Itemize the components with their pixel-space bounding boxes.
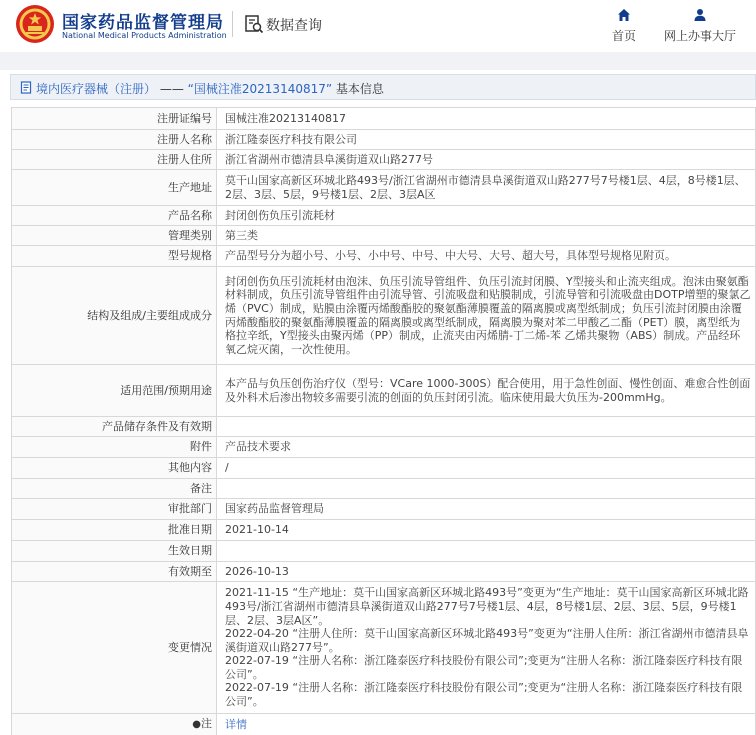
row-approval-date xyxy=(12,520,756,541)
record-title-dash: —— xyxy=(159,82,184,96)
value-model-spec: 产品型号分为超小号、小号、小中号、中号、中大号、大号、超大号，具体型号规格见附页。 xyxy=(217,246,756,267)
label-product-name: 产品名称 xyxy=(12,206,217,226)
site-logo-subtitle: National Medical Products Administration xyxy=(62,31,227,40)
nav-home-label: 首页 xyxy=(611,29,636,43)
label-note xyxy=(12,714,217,735)
label-reg-no: 注册证编号 xyxy=(12,108,217,130)
value-remark xyxy=(217,479,756,499)
label-effective-date: 生效日期 xyxy=(12,541,217,562)
label-approval-dept: 审批部门 xyxy=(12,499,217,520)
home-icon xyxy=(617,8,631,22)
data-query-title: 数据查询 xyxy=(266,18,322,34)
site-header xyxy=(0,0,756,52)
label-remark: 备注 xyxy=(12,479,217,499)
nmpa-emblem-icon xyxy=(15,4,55,44)
value-valid-until: 2026-10-13 xyxy=(217,562,756,582)
label-production-address: 生产地址 xyxy=(12,170,217,206)
row-changes xyxy=(12,582,756,714)
nav-service-hall-label: 网上办事大厅 xyxy=(663,29,736,43)
label-changes: 变更情况 xyxy=(12,582,217,714)
change-entry: 2022-04-20 “注册人住所：莫干山国家高新区环城北路493号”变更为“注册人住所：浙江省湖州市德清县阜溪街道双山路277号”。 xyxy=(225,627,749,654)
change-entry: 2022-07-19 “注册人名称：浙江隆泰医疗科技股份有限公司”;变更为“注册人名称：浙江隆泰医疗科技有限公司”。 xyxy=(225,654,743,681)
row-attachment xyxy=(12,437,756,458)
record-title-bar xyxy=(10,74,756,100)
row-model-spec xyxy=(12,246,756,267)
row-remark xyxy=(12,479,756,499)
lightbulb-icon: ● xyxy=(192,719,201,731)
row-other xyxy=(12,458,756,479)
value-production-address: 莫干山国家高新区环城北路493号/浙江省湖州市德清县阜溪街道双山路277号7号楼1层、4层，8号楼1层、2层、3层、5层，9号楼1层、2层、3层A区 xyxy=(217,170,756,206)
label-note-text: 注 xyxy=(201,717,212,731)
value-management-class: 第三类 xyxy=(217,226,756,246)
value-product-name: 封闭创伤负压引流耗材 xyxy=(217,206,756,226)
value-other: / xyxy=(217,458,756,479)
row-intended-use xyxy=(12,365,756,417)
change-entry: 2022-07-19 “注册人名称：浙江隆泰医疗科技股份有限公司”;变更为“注册人名称：浙江隆泰医疗科技有限公司”。 xyxy=(225,681,743,709)
row-valid-until xyxy=(12,562,756,582)
label-storage: 产品储存条件及有效期 xyxy=(12,417,217,437)
record-title-suffix: 基本信息 xyxy=(335,82,384,96)
row-note xyxy=(12,714,756,735)
row-management-class xyxy=(12,226,756,246)
data-query-icon xyxy=(244,14,264,34)
row-storage xyxy=(12,417,756,437)
value-storage xyxy=(217,417,756,437)
value-reg-no: 国械注准20213140817 xyxy=(217,108,756,130)
label-composition: 结构及组成/主要组成成分 xyxy=(12,267,217,365)
row-composition xyxy=(12,267,756,365)
row-registrant xyxy=(12,130,756,150)
change-entry: 2021-11-15 “生产地址：莫干山国家高新区环城北路493号”变更为“生产地址：莫干山国家高新区环城北路493号/浙江省湖州市德清县阜溪街道双山路277号7号楼1层、4层，8号楼1层、2层、3层、5层，9号楼1层、2层、3层A区”。 xyxy=(225,586,749,627)
record-category: 境内医疗器械（注册） xyxy=(36,82,157,96)
value-intended-use: 本产品与负压创伤治疗仪（型号：VCare 1000-300S）配合使用，用于急性创面、慢性创面、难愈合性创面及外科术后渗出物较多需要引流的创面的负压封闭引流。临床使用最大负压为-200mmHg。 xyxy=(217,365,756,417)
row-production-address xyxy=(12,170,756,206)
header-divider xyxy=(232,11,233,37)
document-icon xyxy=(20,81,33,94)
value-registrant: 浙江隆泰医疗科技有限公司 xyxy=(217,130,756,150)
nav-home-link[interactable] xyxy=(606,8,642,46)
label-management-class: 管理类别 xyxy=(12,226,217,246)
row-effective-date xyxy=(12,541,756,562)
label-registrant-address: 注册人住所 xyxy=(12,150,217,170)
user-icon xyxy=(693,8,707,22)
label-valid-until: 有效期至 xyxy=(12,562,217,582)
label-approval-date: 批准日期 xyxy=(12,520,217,541)
row-reg-no xyxy=(12,108,756,130)
value-changes xyxy=(217,582,756,714)
record-title-reg-no: “国械注准20213140817” xyxy=(187,82,333,96)
row-product-name xyxy=(12,206,756,226)
value-approval-dept: 国家药品监督管理局 xyxy=(217,499,756,520)
row-registrant-address xyxy=(12,150,756,170)
header-separator-band xyxy=(0,52,756,70)
value-registrant-address: 浙江省湖州市德清县阜溪街道双山路277号 xyxy=(217,150,756,170)
label-intended-use: 适用范围/预期用途 xyxy=(12,365,217,417)
value-effective-date xyxy=(217,541,756,562)
value-attachment: 产品技术要求 xyxy=(217,437,756,458)
value-composition: 封闭创伤负压引流耗材由泡沫、负压引流导管组件、负压引流封闭膜、Y型接头和止流夹组成。泡沫由聚氨酯材料制成，负压引流导管组件由引流导管、引流吸盘和贴膜制成，引流导管和引流吸盘由DOTP增塑的聚氯乙烯（PVC）制成，贴膜由涂覆丙烯酸酯胶的聚氨酯薄膜覆盖的隔离膜或离型纸制成；负压引流封闭膜由涂覆丙烯酸酯胶的聚氨酯薄膜覆盖的隔离膜或离型纸制成，隔离膜为聚对苯二甲酸乙二酯（PET）膜，离型纸为格拉辛纸，Y型接头由聚丙烯（PP）制成，止流夹由丙烯腈-丁二烯-苯 乙烯共聚物（ABS）制成。产品经环氧乙烷灭菌，一次性使用。 xyxy=(217,267,756,365)
label-registrant: 注册人名称 xyxy=(12,130,217,150)
label-other: 其他内容 xyxy=(12,458,217,479)
nav-service-hall-link[interactable] xyxy=(660,8,740,46)
site-logo-title: 国家药品监督管理局 xyxy=(62,13,224,33)
value-approval-date: 2021-10-14 xyxy=(217,520,756,541)
details-link[interactable]: 详情 xyxy=(225,717,247,731)
value-note xyxy=(217,714,756,735)
label-model-spec: 型号规格 xyxy=(12,246,217,267)
row-approval-dept xyxy=(12,499,756,520)
device-detail-table xyxy=(11,107,756,735)
record-title xyxy=(36,80,384,97)
label-attachment: 附件 xyxy=(12,437,217,458)
